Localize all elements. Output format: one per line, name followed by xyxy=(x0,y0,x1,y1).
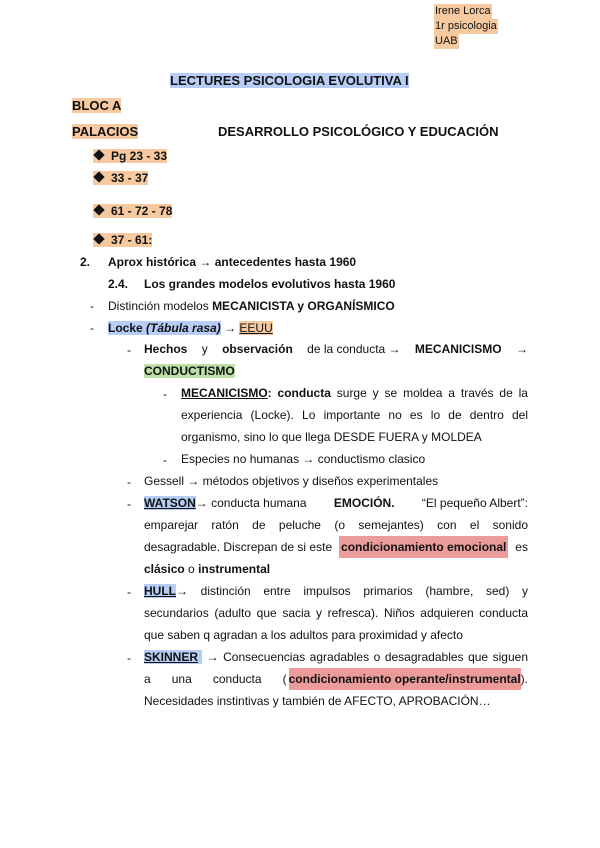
skinner-line-1: SKINNER → Consecuencias agradables o desagradables que siguen xyxy=(144,650,528,664)
header-course: 1r psicologia xyxy=(435,20,497,32)
skinner-name: SKINNER xyxy=(144,650,202,664)
page-ref-item: Pg 23 - 33 xyxy=(93,149,167,163)
page-ref-item: 37 - 61: xyxy=(93,233,152,247)
watson-line-1: WATSON→ conducta humana EMOCIÓN. “El pequeño Albert”: xyxy=(144,496,528,510)
dash-marker: - xyxy=(127,475,131,489)
subsection-title: Los grandes modelos evolutivos hasta 1960 xyxy=(144,277,396,291)
dash-marker: - xyxy=(127,651,131,665)
mecanicismo-line-3: organismo, sino lo que llega DESDE FUERA y MOLDEA xyxy=(181,430,482,444)
hull-line-2: secundarios (adulto que sacia y refresca). Niños adquieren conducta xyxy=(144,606,528,620)
diamond-bullet-icon xyxy=(93,171,104,182)
watson-line-3: desagradable. Discrepan de si este condicionamiento emocional es xyxy=(144,536,528,558)
page-ref-item: 33 - 37 xyxy=(93,171,148,185)
bloc-heading: BLOC A xyxy=(72,98,122,113)
dash-marker: - xyxy=(163,387,167,401)
dash-marker: - xyxy=(127,343,131,357)
condicionamiento-emocional: condicionamiento emocional xyxy=(339,536,508,558)
skinner-line-3: Necesidades instintivas y también de AFECTO, APROBACIÓN… xyxy=(144,694,491,708)
watson-line-4: clásico o instrumental xyxy=(144,562,271,576)
diamond-bullet-icon xyxy=(93,204,104,215)
tabula-rasa: (Tábula rasa) xyxy=(146,321,221,335)
condicionamiento-operante: condicionamiento operante/instrumental xyxy=(289,668,521,690)
diamond-bullet-icon xyxy=(93,233,104,244)
locke-name: Locke xyxy=(108,321,143,335)
skinner-line-2: a una conducta ( condicionamiento operante/instrumental ). xyxy=(144,668,528,690)
dash-marker: - xyxy=(163,453,167,467)
header-university: UAB xyxy=(435,35,458,47)
dash-marker: - xyxy=(90,321,94,335)
hull-line-3: que saben q agradan a los adultos para proximidad y afecto xyxy=(144,628,463,642)
section-number: 2. xyxy=(80,255,91,269)
page-ref-item: 61 - 72 - 78 xyxy=(93,204,172,218)
mecanicismo-line-2: experiencia (Locke). Lo importante no es lo de dentro del xyxy=(181,408,528,422)
dash-marker: - xyxy=(127,585,131,599)
mecanicismo-line-1: MECANICISMO: conducta surge y se moldea a través de la xyxy=(181,386,528,400)
book-title: DESARROLLO PSICOLÓGICO Y EDUCACIÓN xyxy=(218,124,499,139)
author-tag: PALACIOS xyxy=(72,124,139,139)
dash-marker: - xyxy=(90,299,94,313)
section-title: Aprox histórica → antecedentes hasta 1960 xyxy=(108,255,357,269)
watson-name: WATSON xyxy=(144,496,196,510)
watson-line-2: emparejar ratón de peluche (o semejantes) con el sonido xyxy=(144,518,528,532)
gessell-line: Gessell → métodos objetivos y diseños experimentales xyxy=(144,474,439,488)
dash-marker: - xyxy=(127,497,131,511)
subsection-number: 2.4. xyxy=(108,277,129,291)
locke-line: Locke (Tábula rasa) → EEUU xyxy=(108,321,273,335)
place-eeuu: EEUU xyxy=(239,321,273,335)
header-author: Irene Lorca xyxy=(435,5,491,17)
document-title: LECTURES PSICOLOGIA EVOLUTIVA I xyxy=(170,73,409,88)
hechos-line: Hechos y observación de la conducta → MECANICISMO → xyxy=(144,342,528,356)
diamond-bullet-icon xyxy=(93,149,104,160)
hull-name: HULL xyxy=(144,584,176,598)
especies-line: Especies no humanas → conductismo clasico xyxy=(181,452,426,466)
conductismo-label: CONDUCTISMO xyxy=(144,364,235,378)
hull-line-1: HULL→ distinción entre impulsos primarios (hambre, sed) y xyxy=(144,584,528,598)
distincion-line: Distinción modelos MECANICISTA y ORGANÍSMICO xyxy=(108,299,395,313)
